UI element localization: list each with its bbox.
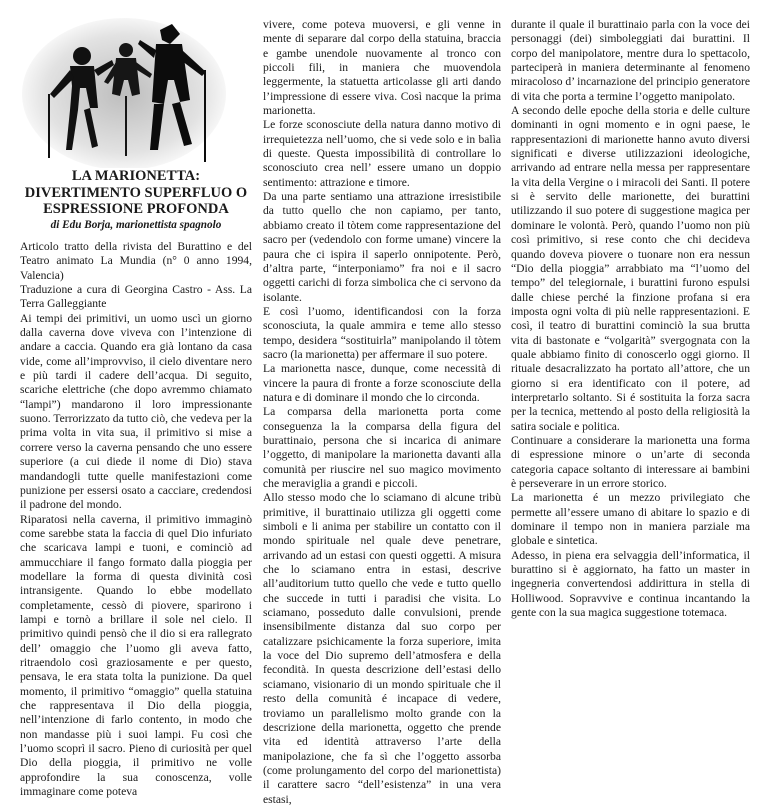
- paragraph: A secondo delle epoche della storia e delle culture dominanti in ogni momento e in ogni paese, le rappresentazioni di marionette hanno avuto diversi significati e diverse utilizzazioni ideologiche, arrivando ad entrare nella messa per rappresentare la vita della Vergine o i miracoli dei Santi. Il potere si è servito delle marionette, dei burattini utilizzando il suo potere di suggestione magica per dominare le volontà. Però, quando l’uomo non più così primitivo, si rese conto che chi decideva quando doveva piovere o tuonare non era nessun “Dio della pioggia” arrabbiato ma “l’uomo del tempo” del telegiornale, i burattini furono espulsi dalle chiese perché la finzione profana si era imposta ogni volta di più nelle rappresentazioni. E così, il teatro di burattini cominciò la sua brutta vita di bastonate e “volgarità” svergognata con la quale abbiamo finito di conoscerlo oggi giorno. Il rituale desacralizzato ha portato all’attore, che un giorno si era identificato con il potere, ad interpretarlo soltanto. Si é sostituita la forza sacra per la tecnica, mettendo al posto della religiosità la satira sociale e politica.: [511, 104, 750, 433]
- paragraph: durante il quale il burattinaio parla con la voce dei personaggi (dei) simboleggiati dai burattini. Il corpo del manipolatore, mentre dura lo spettacolo, parteciperà in maniera determinante al fenomeno miracoloso d’ incarnazione del principio generatore di vita che porta a termine l’oggetto manipolato.: [511, 18, 750, 103]
- text-column-1: [20, 240, 252, 799]
- article-byline: di Edu Borja, marionettista spagnolo: [50, 218, 222, 231]
- paragraph: Da una parte sentiamo una attrazione irresistibile da tutto quello che non capiamo, per tanto, abbiamo creato il tòtem come rappresentazione del sacro per (vedendolo con forme umane) vincere la paura che ci ispira il saperlo onnipotente. Però, d’altra parte, “interponiamo” fra noi e il sacro oggetti carichi di forza simbolica che ci servono da isolante.: [263, 190, 501, 304]
- paragraph: vivere, come poteva muoversi, e gli venne in mente di separare dal corpo della statuina, braccia e gambe unendole nuovamente al tronco con piccoli fili, in maniera che muovendola leggermente, la statuetta articolasse gli arti dando l’impressione di essere viva. Così nacque la prima marionetta.: [263, 18, 501, 118]
- paragraph: E così l’uomo, identificandosi con la forza sconosciuta, la quale ammira e teme allo stesso tempo, desidera “sostituirla” manipolando il tòtem sacro (la marionetta) per affermare il suo potere.: [263, 304, 501, 361]
- paragraph: Ai tempi dei primitivi, un uomo uscì un giorno dalla caverna dove viveva con l’intenzione di andare a caccia. Quando era già lontano da casa vide, come all’improvviso, il cielo diventare nero e più tardi il cadere dell’acqua. Di seguito, scariche elettriche (che dopo avremmo chiamato “lampi”) mandarono il loro impressionante suono. Terrorizzato da tutto ciò, che vedeva per la prima volta in vita sua, il primitivo si mise a correre verso la caverna pensando che uno essere superiore (a cui diede il nome di Dio) stava mandandogli tutte quelle manifestazioni come punizione per essersi osato a cacciare, credendosi il padrone del mondo.: [20, 311, 252, 512]
- paragraph: La marionetta nasce, dunque, come necessità di vincere la paura di fronte a forze sconosciute della natura e di dominare il mondo che lo circonda.: [263, 362, 501, 404]
- paragraph: Allo stesso modo che lo sciamano di alcune tribù primitive, il burattinaio utilizza gli oggetti come simboli e li anima per stabilire un contatto con il mondo spirituale nel quale deve penetrare, arrivando ad un estasi con questi oggetti. A misura che lo sciamano entra in estasi, descrive all’auditorium tutto quello che vede e tutto quello che succede in tutti i paradisi che visita. Lo sciamano, posseduto dalle convulsioni, prende insensibilmente distanza dal suo corpo per catalizzare psichicamente la forza superiore, imita la voce del Dio supremo dell’atmosfera e della fecondità. In questa descrizione dell’estasi dello sciamano, visionario di un mondo spirituale che il resto della comunità é incapace di vedere, troviamo un parallelismo molto grande con la descrizione della marionetta, oggetto che prende vita ed identità attraverso l’arte della manipolazione, che fa sì che l’oggetto assorba (come prolungamento del corpo del marionettista) il carattere sacro “dell’esistenza” in una vera estasi,: [263, 491, 501, 806]
- text-column-2: [263, 18, 501, 807]
- paragraph: Adesso, in piena era selvaggia dell’informatica, il burattino si è aggiornato, ha fatto un master in ingegneria convertendosi addirittura in stella di Holliwood. Sopravvive e continua incantando la gente con la sua magica suggestione totemaca.: [511, 548, 750, 620]
- shadow-puppets-illustration: [20, 10, 252, 168]
- text-column-3: [511, 18, 750, 620]
- article-title: LA MARIONETTA: DIVERTIMENTO SUPERFLUO O ESPRESSIONE PROFONDA: [24, 168, 248, 217]
- shadow-puppets-figure: [20, 10, 252, 168]
- paragraph: Traduzione a cura di Georgina Castro - Ass. La Terra Galleggiante: [20, 283, 252, 311]
- article-header: [20, 168, 252, 232]
- paragraph: La comparsa della marionetta porta come conseguenza la la comparsa della figura del burattinaio, persona che si incarica di animare l’oggetto, di manipolare la marionetta davanti alla comunità per riuscire nel suo magico movimento che meraviglia a grandi e piccoli.: [263, 405, 501, 490]
- paragraph: Le forze sconosciute della natura danno motivo di irrequietezza nell’uomo, che si vede solo e in balìa di queste. Questa impossibilità di controllare lo sconosciuto crea nell’ essere umano un doppio sentimento: attrazione e timore.: [263, 118, 501, 189]
- paragraph: Continuare a considerare la marionetta una forma di espressione minore o un’arte di seconda categoria capace soltanto di interessare ai bambini è perseverare in un errore storico.: [511, 433, 750, 490]
- paragraph: Articolo tratto della rivista del Burattino e del Teatro animato La Mundia (n° 0 anno 1994, Valencia): [20, 240, 252, 282]
- paragraph: La marionetta é un mezzo privilegiato che permette all’essere umano di abitare lo spazio e di dominare il tempo non in maniera parziale ma globale e sintetica.: [511, 491, 750, 548]
- paragraph: Riparatosi nella caverna, il primitivo immaginò come sarebbe stata la faccia di quel Dio infuriato che scaricava lampi e tuoni, e cominciò ad ammucchiare il fango formato dalla pioggia per modellare la forma di questa divinità così intransigente. Quando lo ebbe modellato completamente, cessò di piovere, sparirono i lampi e tornò a brillare il sole nel cielo. Il primitivo quindi pensò che il dio si era rallegrato dell’ omaggio che l’uomo gli aveva fatto, ritraendolo così graziosamente e per questo, pensava, le era stata tolta la punizione. Da quel momento, il primitivo “omaggio” quella statuina che rappresentava il Dio della pioggia, nell’intenzione di farlo contento, in modo che non mandasse più i suoi lampi. Fu così che l’uomo scoprì il sacro. Pieno di curiosità per quel Dio della pioggia, il primitivo ne volle approfondire la sua conoscenza, volle immaginare come poteva: [20, 512, 252, 799]
